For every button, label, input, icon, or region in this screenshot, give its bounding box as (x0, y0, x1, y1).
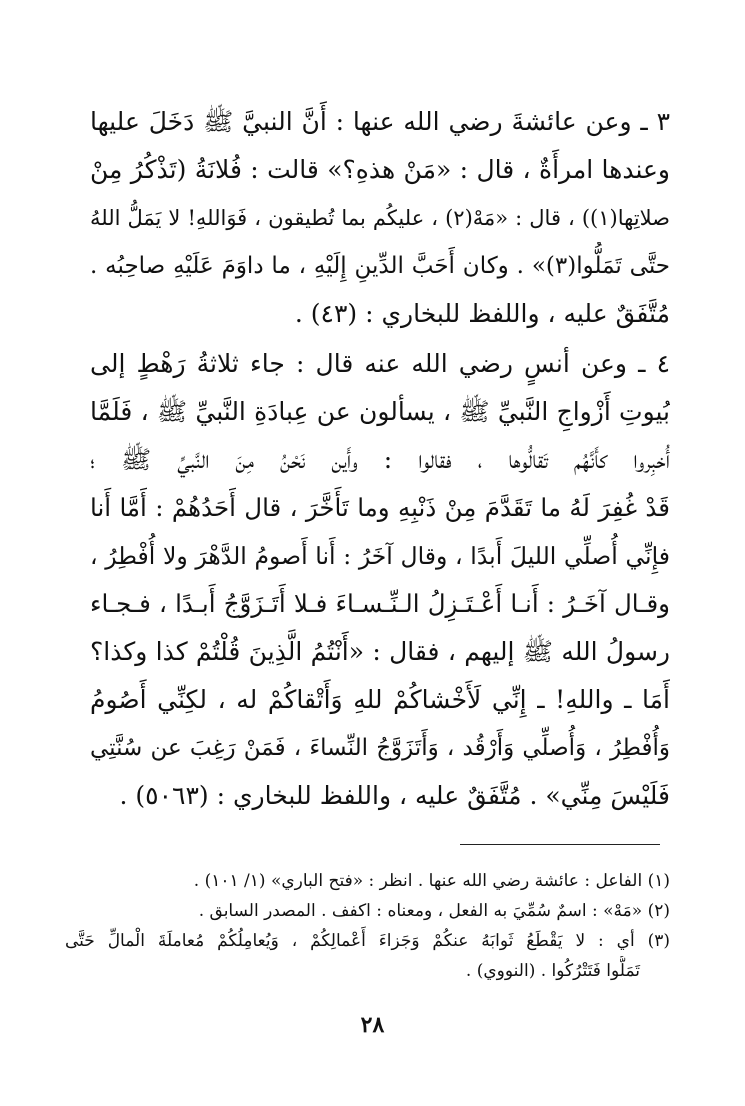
footnote-separator (460, 844, 660, 845)
footnote-3-continuation: تَمَلُّوا فَتَتْرُكُوا . (النووي) . (465, 961, 640, 981)
text-line: صلاتِها(١)) ، قال : «مَهْ(٢) ، عليكُم بما تُطيقون ، فَوَاللهِ! لا يَمَلُّ اللهُ (90, 206, 670, 230)
footnote-3: (٣) أي : لا يَقْطَعُ ثَوابَهُ عنكُمْ وَجَزاءَ أَعْمالِكُمْ ، وَيُعامِلُكُمْ مُعاملَةَ الْمالِّ حَتَّى (65, 931, 670, 951)
text-line: بُيوتِ أَزْواجِ النَّبيِّ ﷺ ، يسألون عن عِبادَةِ النَّبيِّ ﷺ ، فَلَمَّا (90, 397, 670, 426)
text-line: وَأُفْطِرُ ، وَأُصلِّي وَأَرْقُد ، وَأَتَزَوَّجُ النِّساءَ ، فَمَنْ رَغِبَ عن سُنَّتِي (90, 735, 670, 761)
text-line: وعندها امرأَةٌ ، قال : «مَنْ هذهِ؟» قالت : فُلانَةُ (تَذْكُرُ مِنْ (90, 155, 670, 184)
text-line: قَدْ غُفِرَ لَهُ ما تَقَدَّمَ مِنْ ذَنْبِهِ وما تَأَخَّرَ ، قال أَحَدُهُمْ : أَمَّا أَنا (90, 493, 670, 522)
text-line: فإِنِّي أُصلِّي الليلَ أَبدًا ، وقال آخَرُ : أَنا أَصومُ الدَّهْرَ ولا أُفْطِرُ ، (90, 542, 670, 570)
text-line: وقـال آخَـرُ : أَنـا أَعْـتَـزِلُ الـنِّـسـاءَ فـلا أَتَـزَوَّجُ أَبـدًا ، فـجـاء (90, 589, 670, 618)
hadith-3-paragraph (90, 98, 670, 338)
footnote-2: (٢) «مَهْ» : اسمٌ سُمِّيَ به الفعل ، ومعناه : اكفف . المصدر السابق . (198, 901, 670, 921)
text-line: فَلَيْسَ مِنِّي» . مُتَّفَقٌ عليه ، واللفظ للبخاري : (٥٠٦٣) . (119, 781, 670, 810)
main-text (90, 98, 670, 820)
text-line: حتَّى تَمَلُّوا(٣)» . وكان أَحَبَّ الدِّينِ إِلَيْهِ ، ما داوَمَ عَلَيْهِ صاحِبُه . (90, 253, 670, 279)
hadith-4-paragraph (90, 340, 670, 820)
text-line: رسولُ الله ﷺ إليهم ، فقال : «أَنْتُمُ الَّذِينَ قُلْتُمْ كذا وكذا؟ (90, 637, 670, 666)
text-line: مُتَّفَقٌ عليه ، واللفظ للبخاري : (٤٣) . (294, 299, 670, 328)
page-number: ٢٨ (360, 1012, 385, 1038)
text-line: ٤ ـ وعن أنسٍ رضي الله عنه قال : جاء ثلاثةُ رَهْطٍ إلى (90, 349, 670, 378)
text-line: أَمَا ـ واللهِ! ـ إِنِّي لَأَخْشاكُمْ للهِ وَأَتْقاكُمْ له ، لكِنِّي أَصُومُ (90, 685, 670, 714)
text-line: أُخبِروا كأَنَّهُم تَقالُّوها ، فقالوا : وأَين نَحْنُ مِنَ النَّبيِّ ﷺ ؛ (90, 445, 670, 474)
text-line: ٣ ـ وعن عائشةَ رضي الله عنها : أَنَّ النبيَّ ﷺ دَخَلَ عليها (90, 107, 670, 136)
footnotes (65, 866, 670, 986)
footnote-1: (١) الفاعل : عائشة رضي الله عنها . انظر : «فتح الباري» (١/ ١٠١) . (193, 871, 670, 891)
